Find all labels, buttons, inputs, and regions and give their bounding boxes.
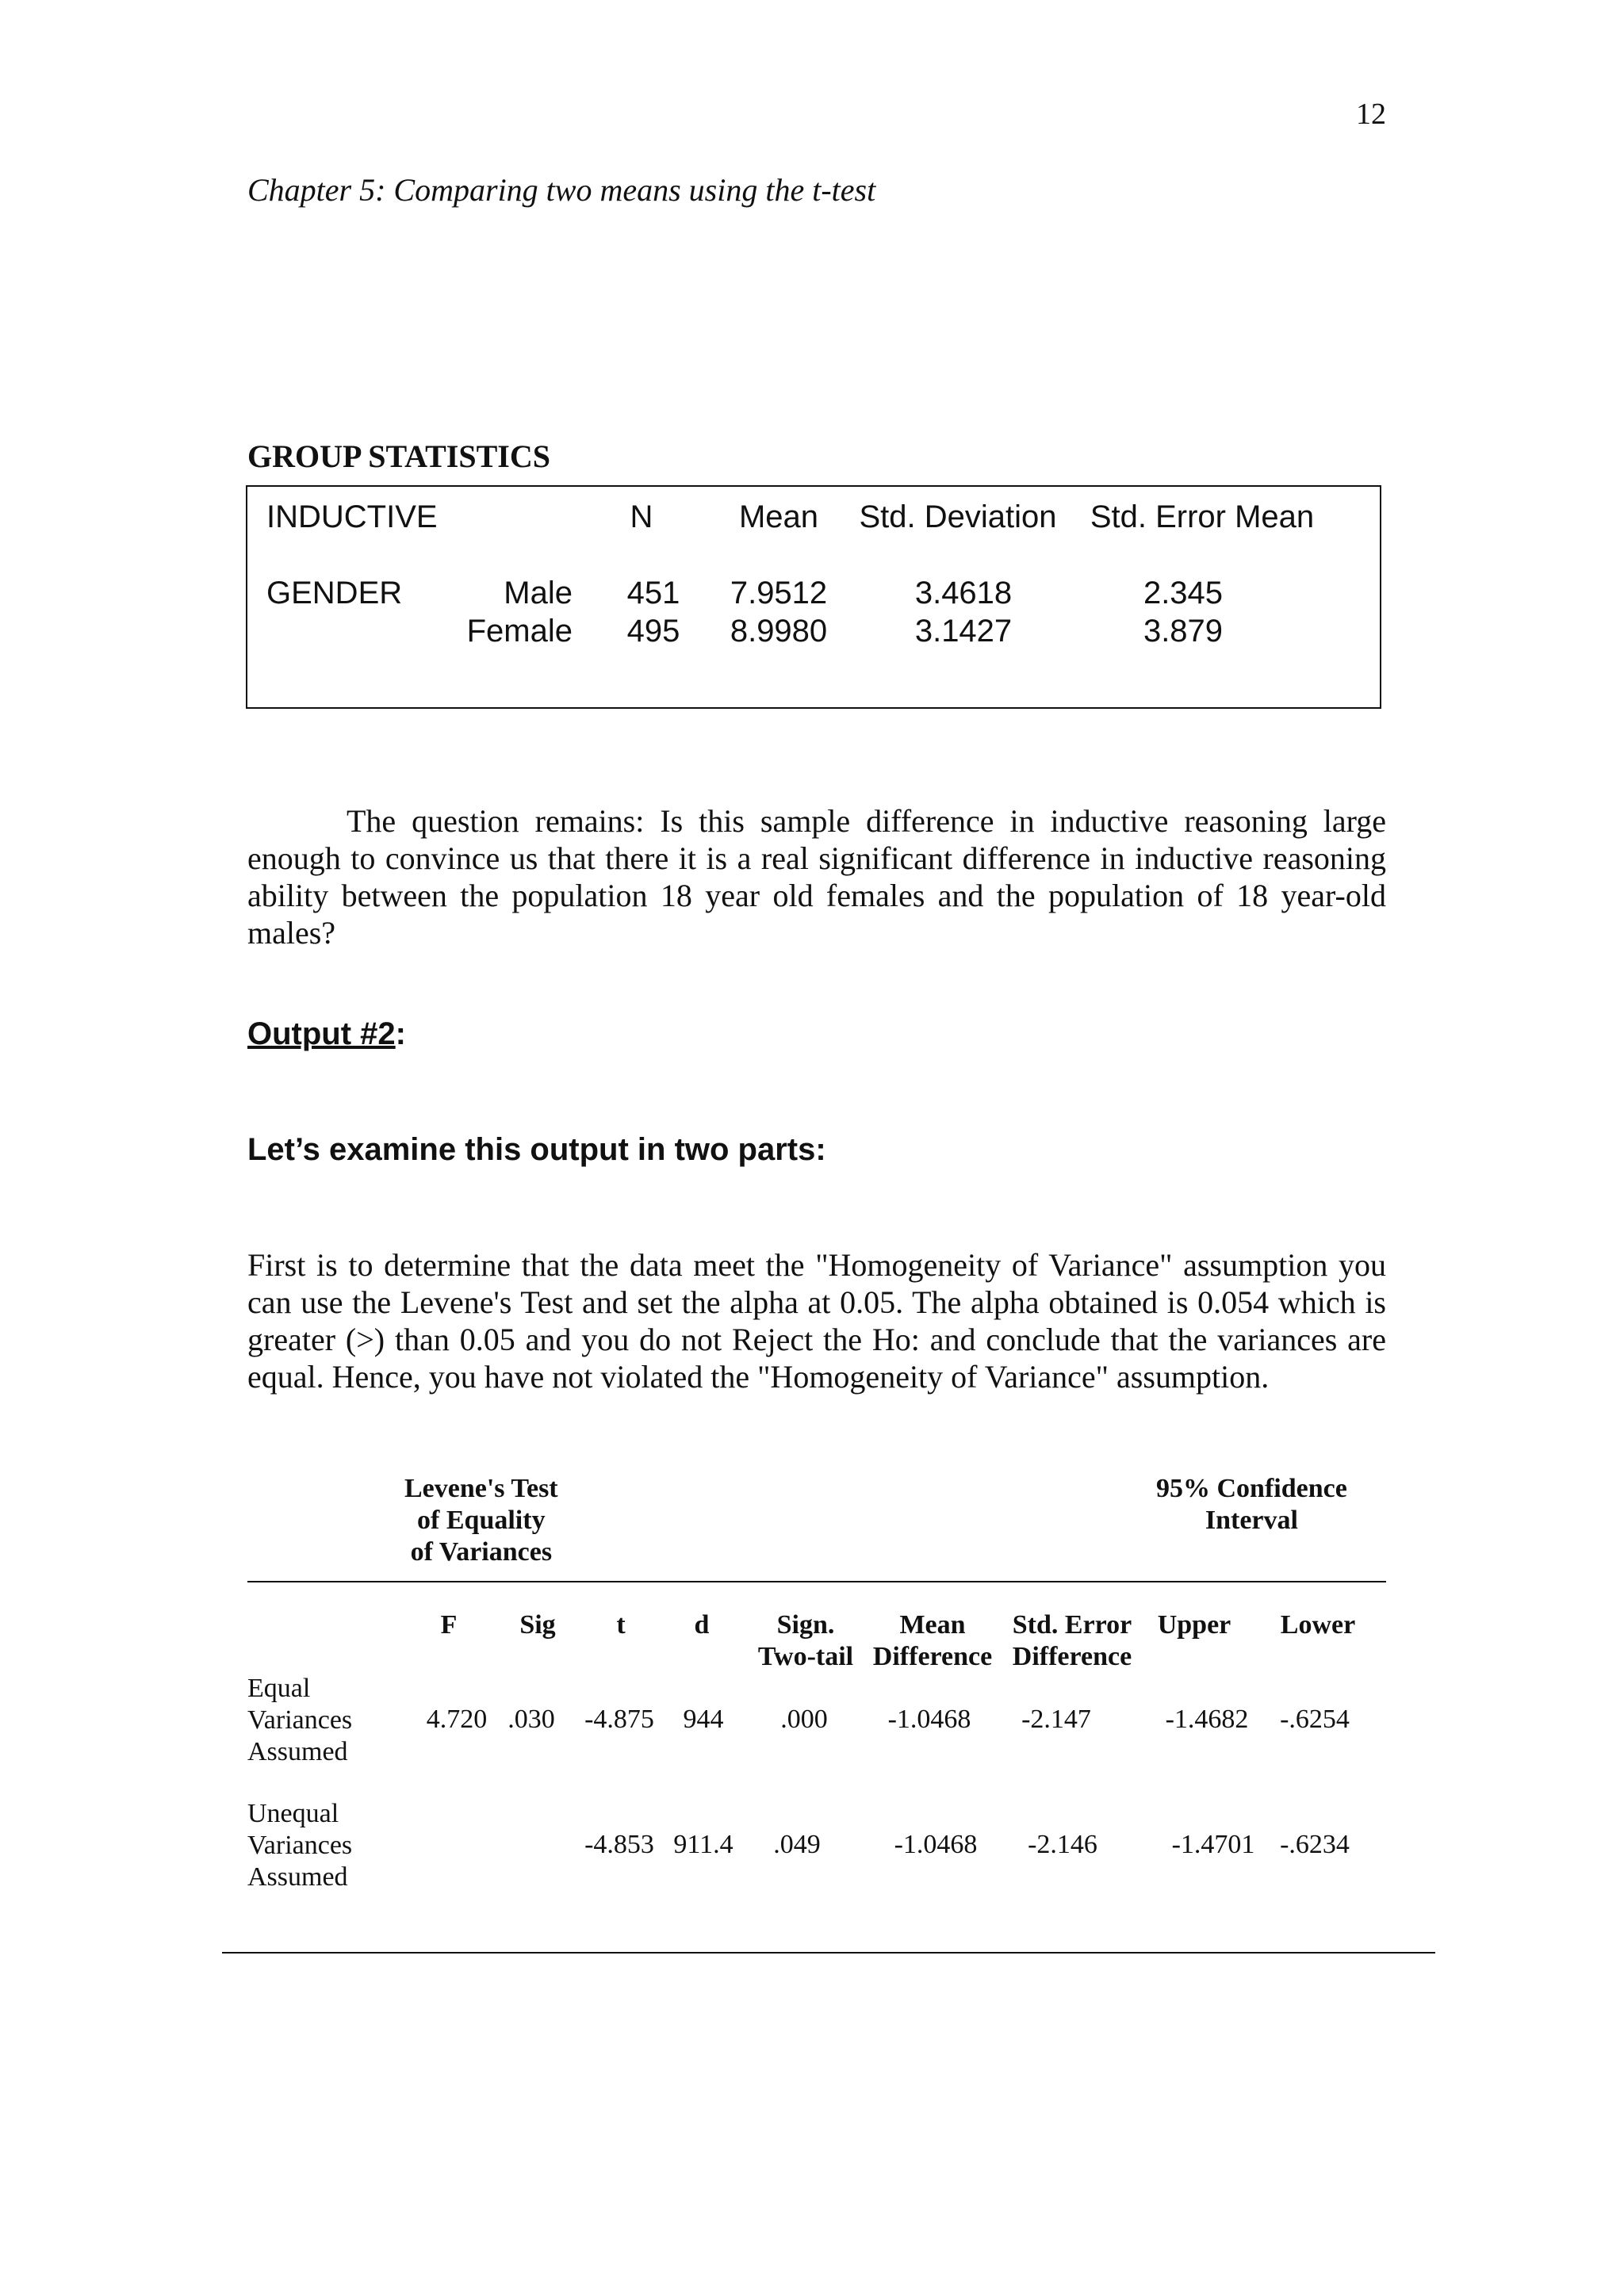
cell-upper: -1.4682 bbox=[1165, 1705, 1249, 1734]
header-inductive: INDUCTIVE bbox=[266, 499, 438, 534]
examine-heading: Let’s examine this output in two parts: bbox=[247, 1132, 826, 1167]
col-header-sig: Sig bbox=[519, 1610, 556, 1640]
row-label-line: Variances bbox=[247, 1831, 353, 1860]
cell-sign: .000 bbox=[780, 1705, 828, 1734]
cell-mean: 8.9980 bbox=[730, 614, 828, 649]
cell-n: 451 bbox=[626, 576, 680, 610]
col-header-sign bbox=[758, 1609, 853, 1673]
levene-header-line: of Equality bbox=[417, 1506, 546, 1535]
row-label-line: Assumed bbox=[247, 1737, 348, 1766]
header-std-deviation: Std. Deviation bbox=[859, 499, 1057, 534]
cell-lower: -.6254 bbox=[1280, 1705, 1350, 1734]
cell-upper: -1.4701 bbox=[1171, 1830, 1255, 1859]
output-heading-colon: : bbox=[395, 1016, 406, 1051]
col-header-std-error-difference-line: Difference bbox=[1012, 1642, 1132, 1671]
col-header-std-error-difference bbox=[1013, 1609, 1132, 1673]
row-label-line: Unequal bbox=[247, 1799, 339, 1828]
cell-sign: .049 bbox=[773, 1830, 821, 1859]
levene-header-line: Levene's Test bbox=[404, 1474, 558, 1503]
group-statistics-heading: GROUP STATISTICS bbox=[247, 438, 550, 474]
ci-header-line: Interval bbox=[1205, 1506, 1298, 1535]
cell-d: 944 bbox=[683, 1705, 724, 1734]
header-mean: Mean bbox=[738, 499, 819, 534]
group-statistics-table bbox=[246, 485, 1381, 709]
cell-lower: -.6234 bbox=[1280, 1830, 1350, 1859]
levene-header bbox=[404, 1473, 558, 1568]
cell-std-deviation: 3.4618 bbox=[914, 576, 1013, 610]
col-header-f: F bbox=[440, 1610, 458, 1640]
col-header-mean-difference-line: Mean bbox=[899, 1610, 966, 1640]
confidence-interval-header bbox=[1156, 1473, 1347, 1536]
header-n: N bbox=[630, 499, 653, 534]
group-label-gender: GENDER bbox=[266, 576, 403, 610]
paragraph-homogeneity: First is to determine that the data meet the "Homogeneity of Variance" assumption you can use the Levene's Test and set the alpha at 0.05. The alpha obtained is 0.054 which is greater (>) than 0.05 and you do not Reject the Ho: and conclude that the variances are equal. Hence, you have not violated the "Homogeneity of Variance" assumption. bbox=[247, 1247, 1386, 1395]
row-label-line: Variances bbox=[247, 1705, 353, 1735]
output-heading bbox=[247, 1016, 406, 1052]
col-header-upper: Upper bbox=[1157, 1610, 1231, 1640]
cell-std-deviation: 3.1427 bbox=[914, 614, 1013, 649]
row-label-equal-variances bbox=[247, 1673, 352, 1768]
table-bottom-rule bbox=[222, 1952, 1435, 1954]
output-heading-title: Output #2 bbox=[247, 1016, 396, 1051]
row-label-line: Assumed bbox=[247, 1862, 348, 1892]
cell-t: -4.875 bbox=[584, 1705, 654, 1734]
cell-mean-difference: -1.0468 bbox=[887, 1705, 971, 1734]
levene-header-line: of Variances bbox=[410, 1537, 553, 1567]
row-label-line: Equal bbox=[247, 1674, 311, 1703]
row-label-female: Female bbox=[466, 614, 573, 649]
cell-std-error-mean: 2.345 bbox=[1143, 576, 1224, 610]
col-header-sign-line: Sign. bbox=[776, 1610, 835, 1640]
chapter-title: Chapter 5: Comparing two means using the t-test bbox=[247, 172, 876, 208]
ci-header-line: 95% Confidence bbox=[1156, 1474, 1347, 1503]
header-std-error-mean: Std. Error Mean bbox=[1090, 499, 1315, 534]
paragraph-question: The question remains: Is this sample difference in inductive reasoning large enough to convince us that there it is a real significant difference in inductive reasoning ability between the population 18 year old females and the population of 18 year-old males? bbox=[247, 803, 1386, 951]
cell-std-error-mean: 3.879 bbox=[1143, 614, 1224, 649]
col-header-std-error-difference-line: Std. Error bbox=[1012, 1610, 1132, 1640]
cell-n: 495 bbox=[626, 614, 680, 649]
row-label-unequal-variances bbox=[247, 1798, 352, 1893]
cell-d: 911.4 bbox=[673, 1830, 733, 1859]
row-label-male: Male bbox=[504, 576, 573, 610]
cell-f: 4.720 bbox=[426, 1705, 488, 1734]
cell-t: -4.853 bbox=[584, 1830, 654, 1859]
table-top-rule bbox=[247, 1581, 1386, 1582]
col-header-mean-difference-line: Difference bbox=[872, 1642, 993, 1671]
cell-std-error-difference: -2.146 bbox=[1028, 1830, 1097, 1859]
col-header-lower: Lower bbox=[1280, 1610, 1356, 1640]
col-header-mean-difference bbox=[873, 1609, 992, 1673]
col-header-sign-line: Two-tail bbox=[757, 1642, 854, 1671]
cell-std-error-difference: -2.147 bbox=[1021, 1705, 1091, 1734]
cell-sig: .030 bbox=[508, 1705, 555, 1734]
cell-mean-difference: -1.0468 bbox=[894, 1830, 978, 1859]
col-header-d: d bbox=[694, 1610, 710, 1640]
cell-mean: 7.9512 bbox=[730, 576, 828, 610]
col-header-t: t bbox=[616, 1610, 626, 1640]
page-number: 12 bbox=[1356, 98, 1386, 131]
